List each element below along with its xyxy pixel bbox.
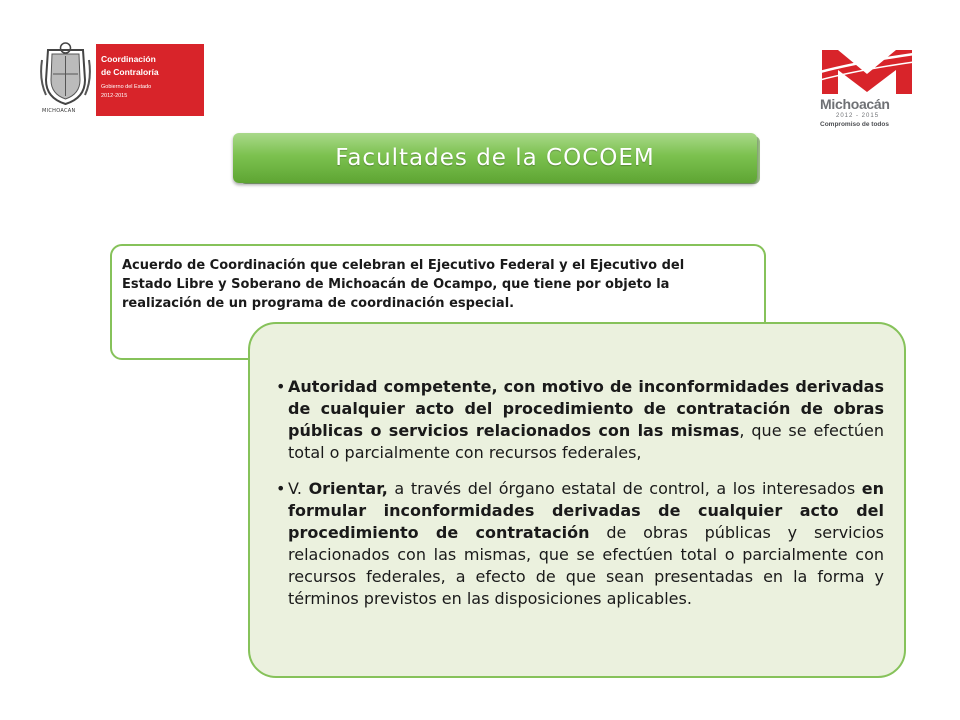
- logo-line-4: 2012-2015: [101, 93, 128, 99]
- bullet-2-mid: a través del órgano estatal de control, a los interesados: [387, 479, 862, 498]
- list-item: [276, 478, 884, 610]
- logo-years: 2012 - 2015: [836, 113, 880, 119]
- facultades-list: [276, 376, 884, 624]
- logo-name: Michoacán: [820, 96, 890, 112]
- contraloria-logo: [38, 40, 206, 118]
- bullet-2-bold-2: en formular inconformidades derivadas de cualquier acto del procedimiento de contratación: [288, 479, 884, 542]
- logo-line-3: Gobierno del Estado: [101, 84, 152, 90]
- list-item: [276, 376, 884, 464]
- logo-line-1: Coordinación: [101, 54, 156, 64]
- facultades-card: [248, 322, 906, 678]
- contraloria-label-box: [96, 44, 204, 116]
- title-banner: [233, 133, 757, 183]
- state-seal-icon: [38, 40, 93, 118]
- bullet-2-bold-1: Orientar,: [308, 479, 388, 498]
- intro-text: Acuerdo de Coordinación que celebran el Ejecutivo Federal y el Ejecutivo del Estado Libre y Soberano de Michoacán de Ocampo, que tiene por objeto la realización de un programa de coordinación especial.: [122, 258, 685, 311]
- page-title: Facultades de la COCOEM: [335, 145, 655, 171]
- bullet-1-rest: , que se efectúen total o parcialmente con recursos federales,: [288, 421, 884, 462]
- michoacan-m-icon: [818, 44, 916, 96]
- michoacan-logo: [818, 44, 916, 130]
- logo-tagline: Compromiso de todos: [820, 121, 889, 128]
- logo-line-2: de Contraloría: [101, 67, 159, 77]
- bullet-2-rest: de obras públicas y servicios relacionados con las mismas, que se efectúen total o parcialmente con recursos federales, a efecto de que sean presentadas en la forma y términos previstos en las disposiciones aplicables.: [288, 523, 884, 608]
- seal-caption: MICHOACAN: [42, 108, 76, 114]
- bullet-1-bold: Autoridad competente, con motivo de inconformidades derivadas de cualquier acto del procedimiento de contratación de obras públicas o servicios relacionados con las mismas: [288, 377, 884, 440]
- bullet-2-pre: V.: [288, 479, 309, 498]
